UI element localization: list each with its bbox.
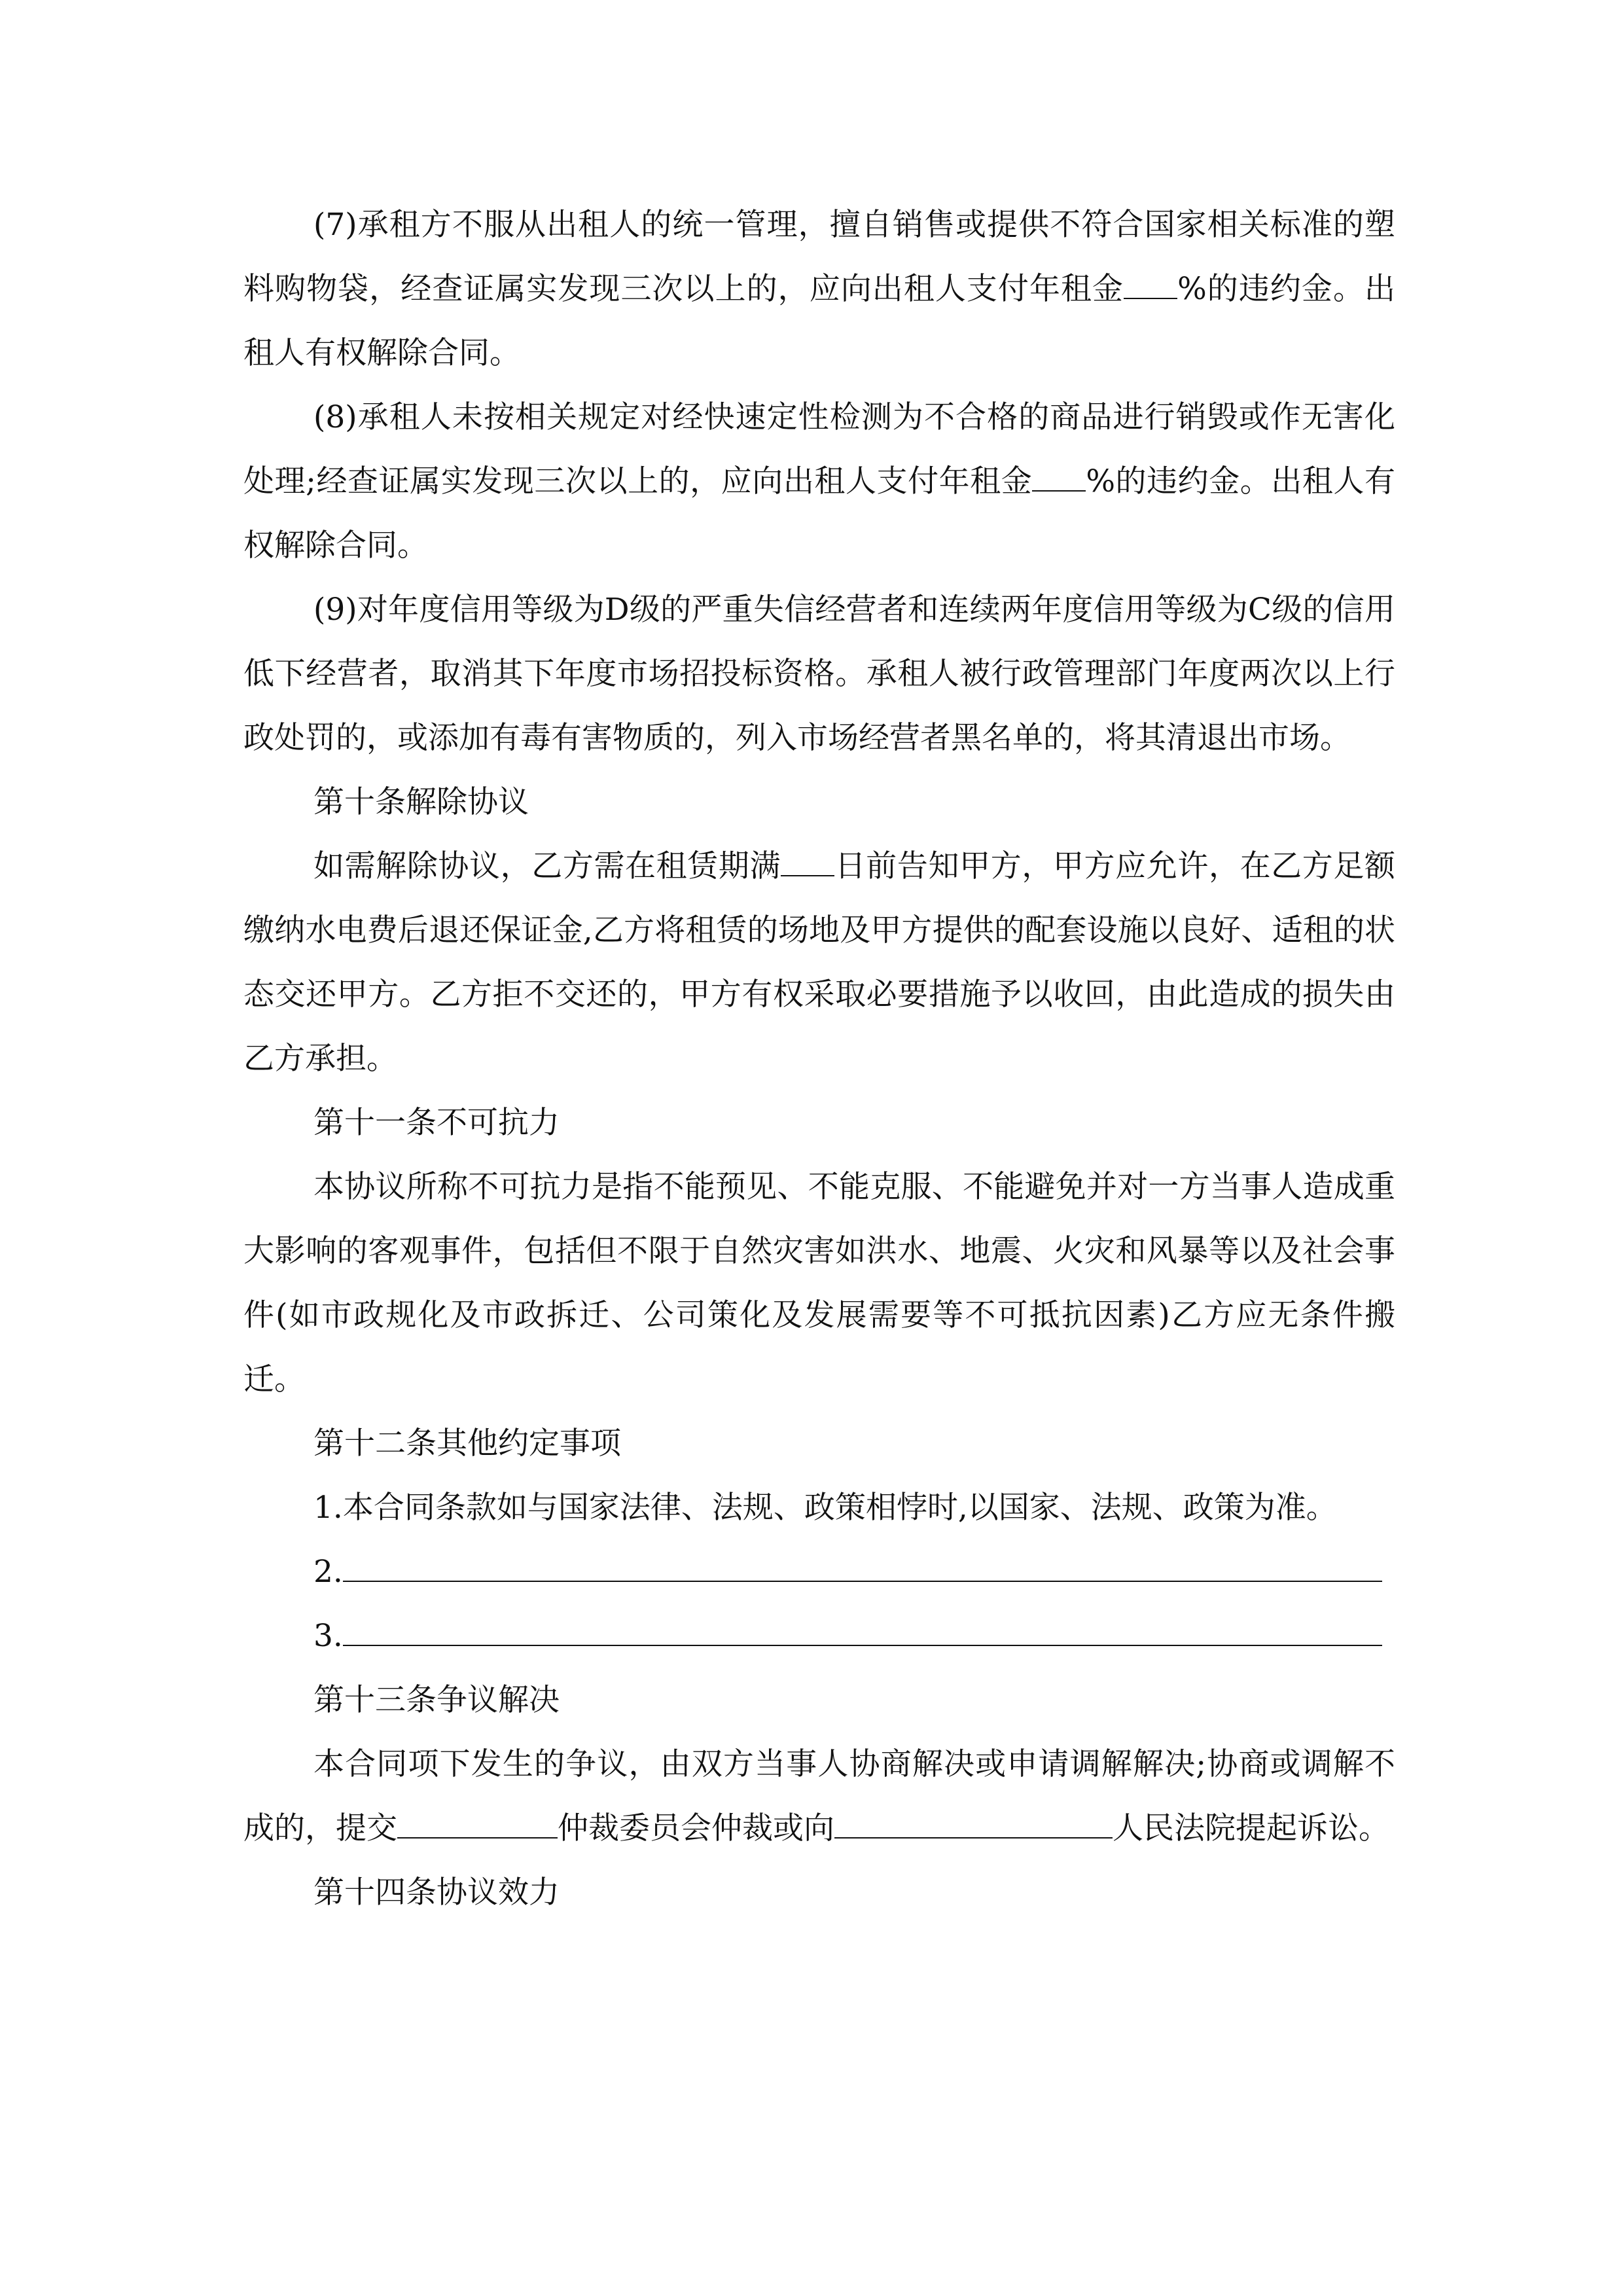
item-2-label: 2. [313,1554,343,1590]
fill-line-item-2[interactable] [343,1552,1382,1582]
article-12-title: 第十二条其他约定事项 [313,1426,621,1462]
fill-blank-arbitration[interactable] [397,1811,558,1839]
clause-7-text-a: (7)承租方不服从出租人的统一管理，擅自销售或提供不符合国家相关标准的塑料购物袋，经查证属实发现三次以上的，应向出租人支付年租金 [243,207,1395,307]
article-13-title: 第十三条争议解决 [313,1682,560,1718]
fill-blank-days[interactable] [781,849,834,876]
clause-9: (9)对年度信用等级为D级的严重失信经营者和连续两年度信用等级为C级的信用低下经营者，取消其下年度市场招投标资格。承租人被行政管理部门年度两次以上行政处罚的，或添加有毒有害物质的，列入市场经营者黑名单的，将其清退出市场。 [243,592,1395,756]
article-10-body [243,834,1395,1091]
article-12-item-3 [243,1604,1395,1668]
clause-8 [243,386,1395,578]
article-13-text-a: 本合同项下发生的争议，由双方当事人协商解决或申请调解解决;协商或调解不成的，提交 [243,1746,1395,1846]
article-13-body [243,1732,1395,1861]
document-body [243,193,1395,1925]
article-13-text-c: 人民法院提起诉讼。 [1113,1810,1389,1846]
article-10-text-b: 日前告知甲方，甲方应允许，在乙方足额缴纳水电费后退还保证金,乙方将租赁的场地及甲方提供的配套设施以良好、适租的状态交还甲方。乙方拒不交还的，甲方有权采取必要措施予以收回，由此造成的损失由乙方承担。 [243,848,1396,1077]
fill-line-item-3[interactable] [343,1616,1382,1646]
item-3-label: 3. [313,1618,343,1654]
fill-blank-percent[interactable] [1124,272,1177,299]
article-12-item-2 [243,1540,1395,1604]
article-12-item-1: 1.本合同条款如与国家法律、法规、政策相悖时,以国家、法规、政策为准。 [313,1490,1337,1526]
article-10-text-a: 如需解除协议，乙方需在租赁期满 [313,848,781,884]
clause-7 [243,193,1395,386]
article-10-title: 第十条解除协议 [313,784,529,820]
fill-blank-percent[interactable] [1032,464,1086,492]
clause-8-text-b: %的违约金。出租人有权解除合同。 [243,463,1395,564]
article-11-body: 本协议所称不可抗力是指不能预见、不能克服、不能避免并对一方当事人造成重大影响的客观事件，包括但不限于自然灾害如洪水、地震、火灾和风暴等以及社会事件(如市政规化及市政拆迁、公司策化及发展需要等不可抵抗因素)乙方应无条件搬迁。 [243,1169,1395,1397]
article-11-title: 第十一条不可抗力 [313,1105,560,1141]
fill-blank-court[interactable] [834,1811,1113,1839]
article-13-text-b: 仲裁委员会仲裁或向 [558,1810,834,1846]
article-14-title: 第十四条协议效力 [313,1874,560,1910]
clause-7-text-b: %的违约金。出租人有权解除合同。 [243,271,1395,371]
clause-8-text-a: (8)承租人未按相关规定对经快速定性检测为不合格的商品进行销毁或作无害化处理;经查证属实发现三次以上的，应向出租人支付年租金 [243,399,1395,499]
